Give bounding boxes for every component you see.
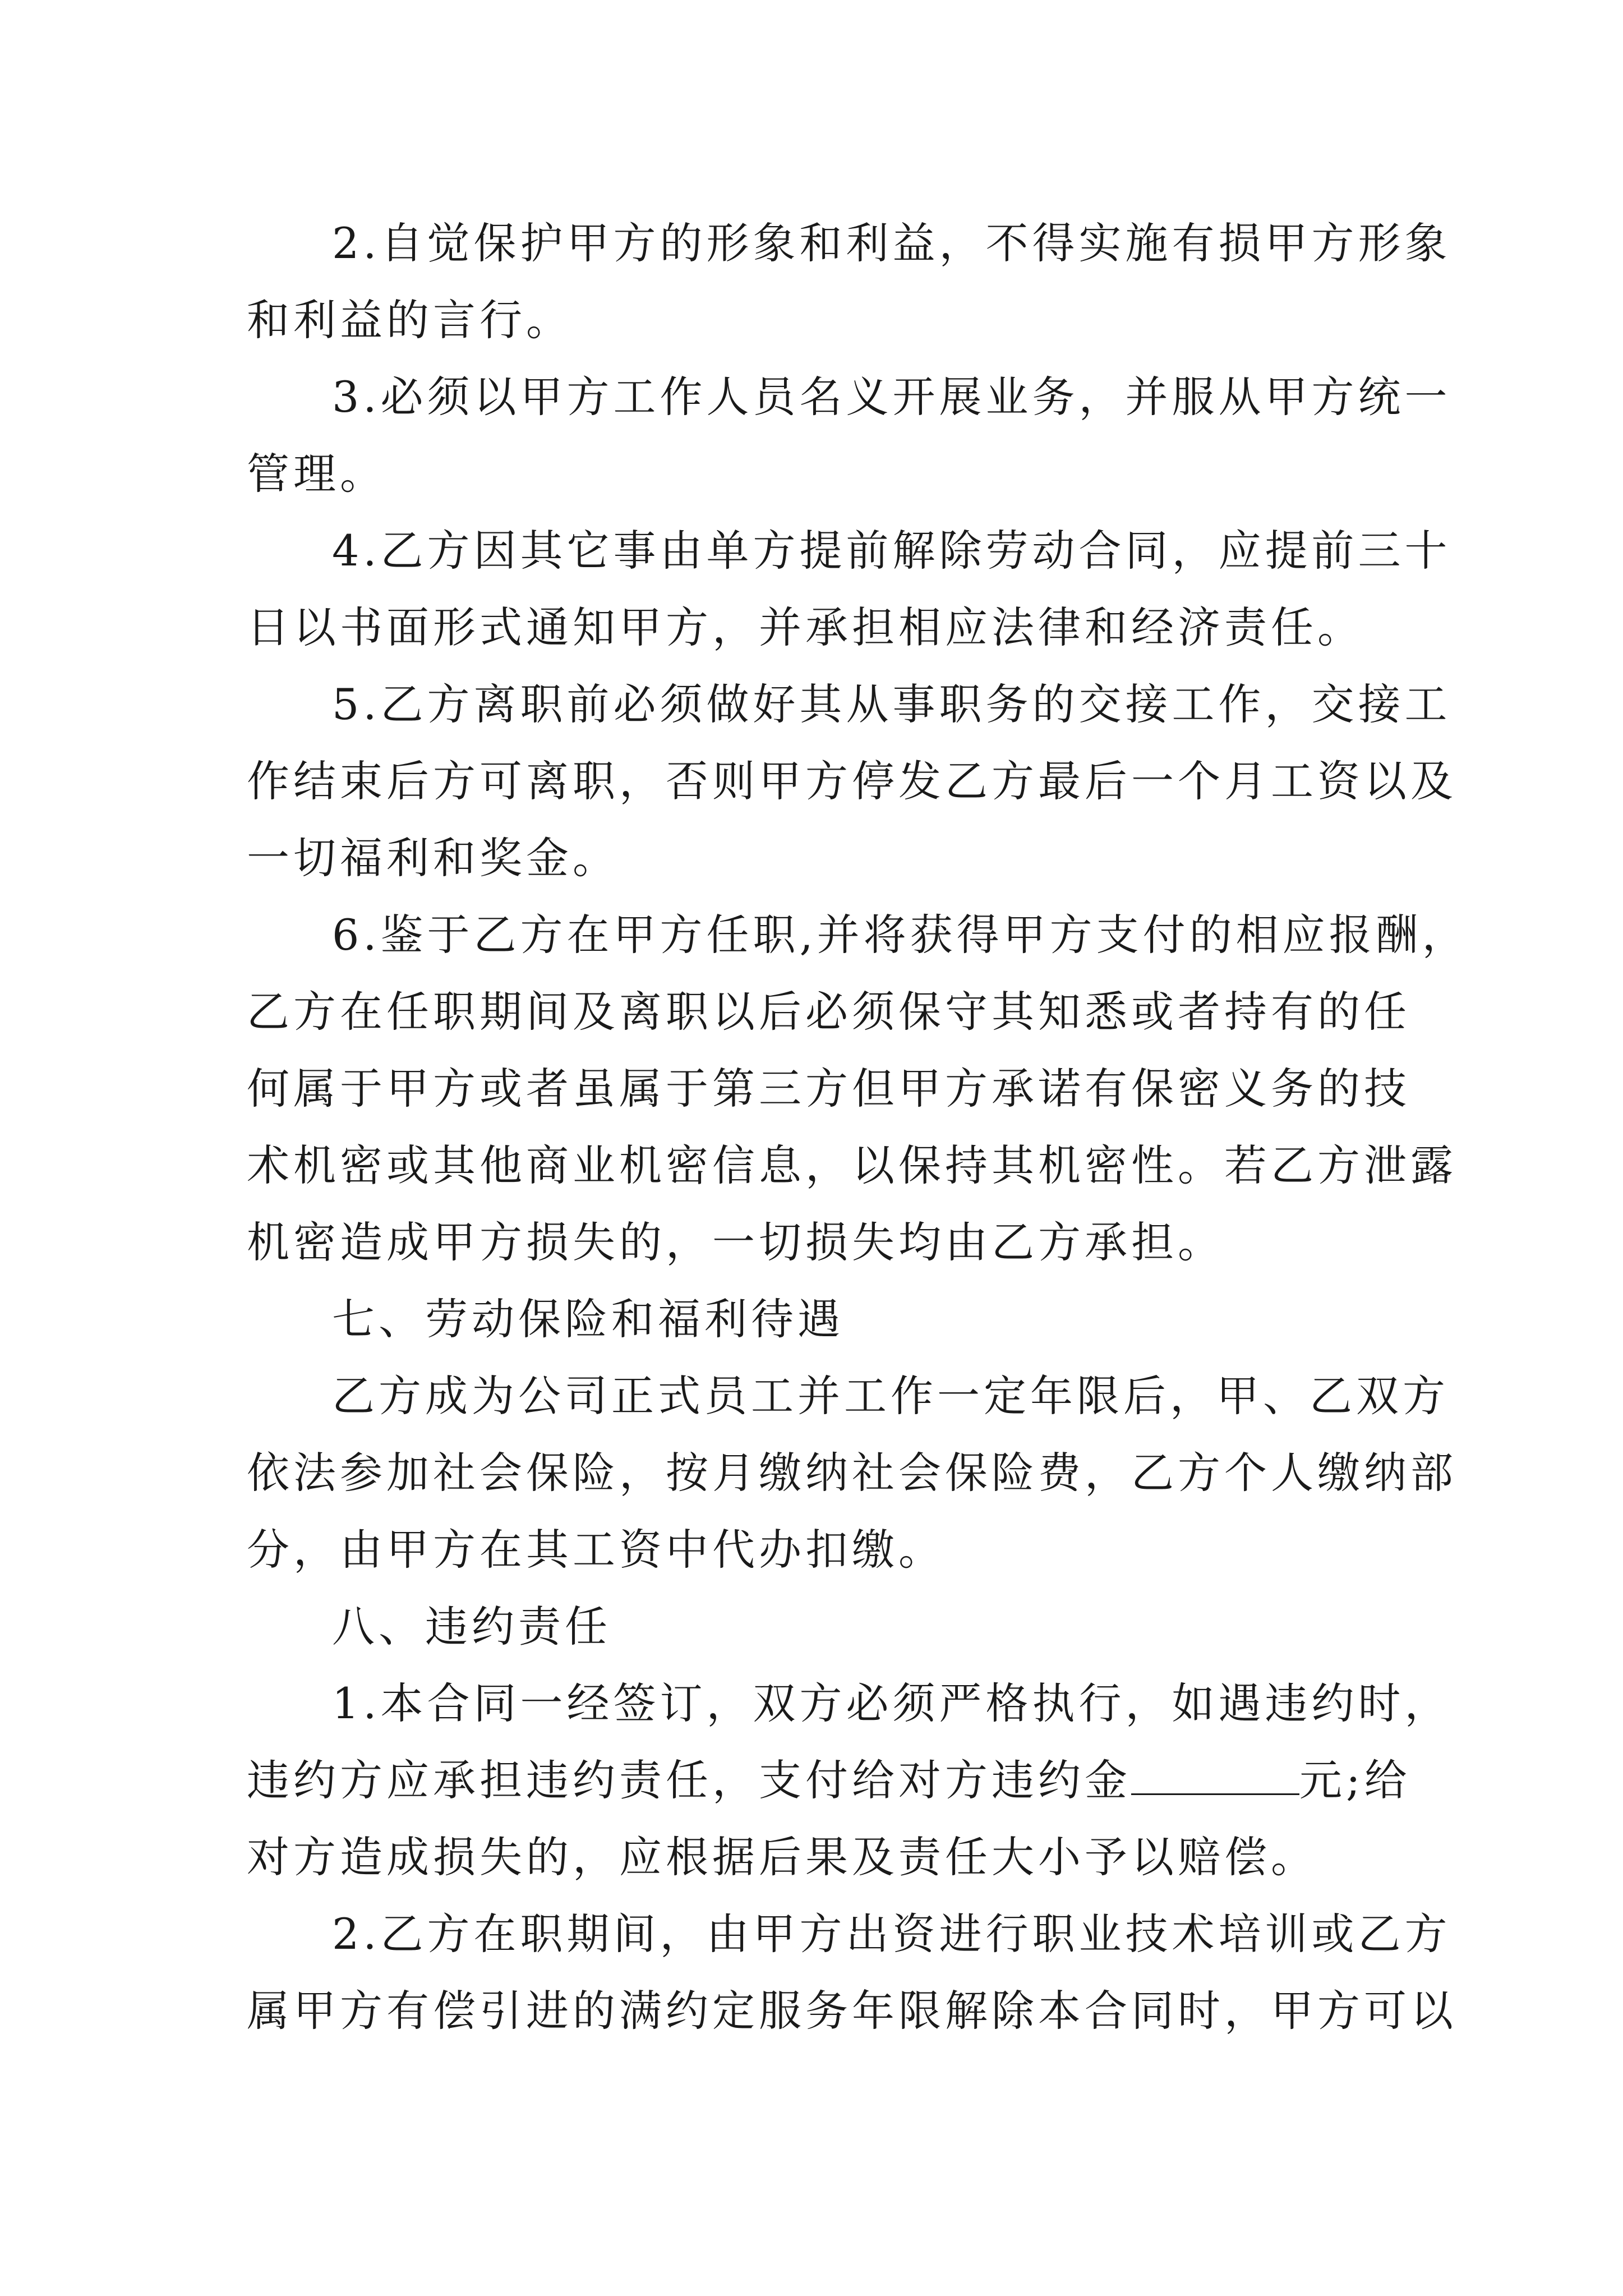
section-heading-7 — [247, 1281, 1385, 1358]
text-line: 管理。 — [247, 449, 386, 499]
text-line: 作结束后方可离职，否则甲方停发乙方最后一个月工资以及 — [247, 756, 1457, 806]
text-line: 乙方在任职期间及离职以后必须保守其知悉或者持有的任 — [247, 987, 1410, 1037]
text-line: 分，由甲方在其工资中代办扣缴。 — [247, 1525, 945, 1575]
heading-text: 七、劳动保险和福利待遇 — [332, 1294, 844, 1344]
text-line: 4.乙方因其它事由单方提前解除劳动合同，应提前三十 — [332, 526, 1451, 576]
paragraph-clause-6 — [247, 896, 1469, 1281]
text-line — [247, 1742, 1411, 1819]
text-line: 5.乙方离职前必须做好其从事职务的交接工作，交接工 — [332, 679, 1451, 729]
text-line: 1.本合同一经签订，双方必须严格执行，如遇违约时， — [332, 1678, 1451, 1728]
text-line: 对方造成损失的，应根据后果及责任大小予以赔偿。 — [247, 1832, 1317, 1882]
paragraph-clause-4 — [247, 512, 1451, 666]
text-line: 2.乙方在职期间，由甲方出资进行职业技术培训或乙方 — [332, 1909, 1451, 1959]
text-segment: 元;给 — [1299, 1755, 1411, 1805]
document-page — [247, 205, 1469, 2049]
paragraph-insurance — [247, 1358, 1457, 1588]
text-line: 日以书面形式通知甲方，并承担相应法律和经济责任。 — [247, 602, 1364, 652]
paragraph-clause-2 — [247, 205, 1451, 358]
heading-text: 八、违约责任 — [332, 1602, 611, 1651]
text-segment: 违约方应承担违约责任，支付给对方违约金 — [247, 1755, 1131, 1805]
text-line: 6.鉴于乙方在甲方任职,并将获得甲方支付的相应报酬， — [332, 910, 1469, 960]
text-line: 何属于甲方或者虽属于第三方但甲方承诺有保密义务的技 — [247, 1064, 1410, 1114]
paragraph-clause-3 — [247, 358, 1451, 512]
section-heading-8 — [247, 1588, 1385, 1665]
penalty-amount-blank — [1131, 1760, 1299, 1795]
text-line: 属甲方有偿引进的满约定服务年限解除本合同时，甲方可以 — [247, 1986, 1457, 2036]
paragraph-clause-5 — [247, 666, 1457, 896]
paragraph-breach-2 — [247, 1895, 1457, 2049]
text-line: 机密造成甲方损失的，一切损失均由乙方承担。 — [247, 1217, 1224, 1267]
text-line: 和利益的言行。 — [247, 295, 573, 345]
text-line: 依法参加社会保险，按月缴纳社会保险费，乙方个人缴纳部 — [247, 1448, 1457, 1498]
text-line: 一切福利和奖金。 — [247, 833, 619, 883]
text-line: 3.必须以甲方工作人员名义开展业务，并服从甲方统一 — [332, 372, 1451, 422]
text-line: 乙方成为公司正式员工并工作一定年限后，甲、乙双方 — [332, 1371, 1449, 1421]
text-line: 术机密或其他商业机密信息，以保持其机密性。若乙方泄露 — [247, 1140, 1457, 1190]
text-line: 2.自觉保护甲方的形象和利益，不得实施有损甲方形象 — [332, 218, 1451, 268]
paragraph-breach-1 — [247, 1665, 1451, 1895]
